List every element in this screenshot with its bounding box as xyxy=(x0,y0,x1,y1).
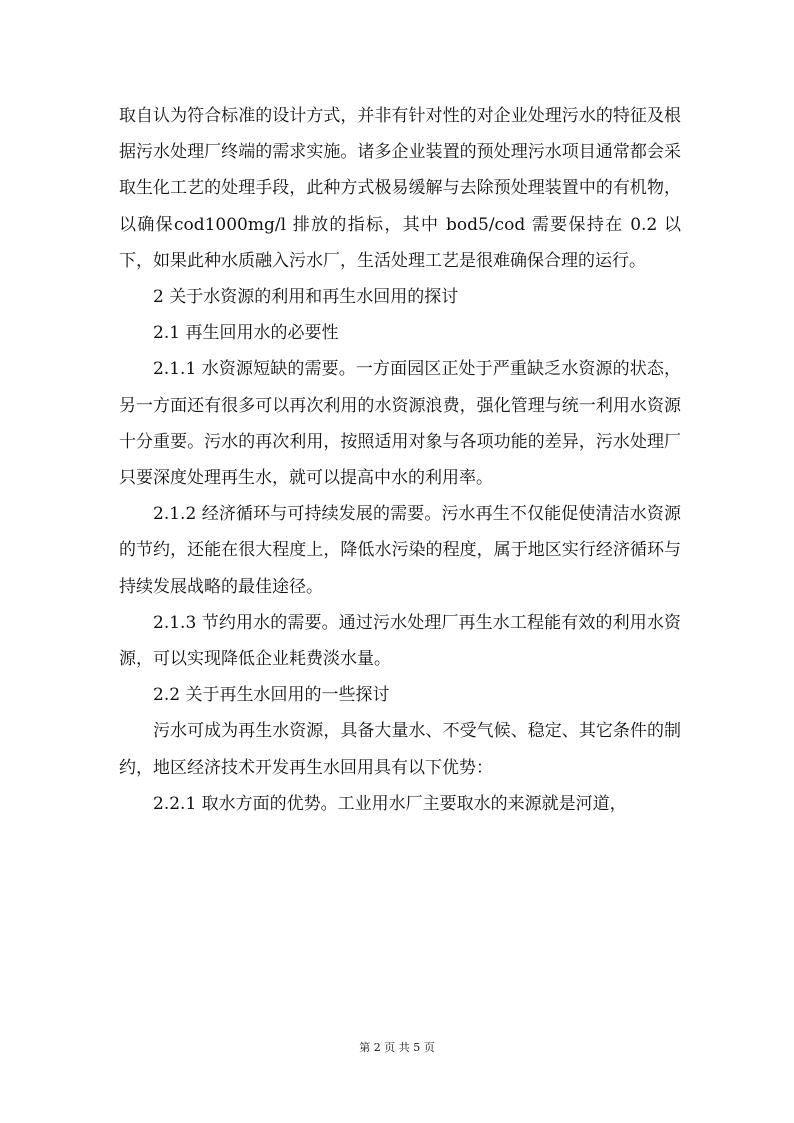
paragraph-2-1-1: 2.1.1 水资源短缺的需要。一方面园区正处于严重缺乏水资源的状态，另一方面还有很多可以再次利用的水资源浪费，强化管理与统一利用水资源十分重要。污水的再次利用，按照适用对象与各项功能的差异，污水处理厂只要深度处理再生水，就可以提高中水的利用率。 xyxy=(119,359,681,489)
section-heading-2-2: 2.2 关于再生水回用的一些探讨 xyxy=(153,685,390,706)
section-heading-2-1: 2.1 再生回用水的必要性 xyxy=(153,323,339,344)
paragraph-2-2-1: 2.2.1 取水方面的优势。工业用水厂主要取水的来源就是河道， xyxy=(153,793,627,814)
paragraph-2-1-3: 2.1.3 节约用水的需要。通过污水处理厂再生水工程能有效的利用水资源，可以实现降低企业耗费淡水量。 xyxy=(119,612,681,670)
paragraph-2-1-2: 2.1.2 经济循环与可持续发展的需要。污水再生不仅能促使清洁水资源的节约，还能在很大程度上，降低水污染的程度，属于地区实行经济循环与持续发展战略的最佳途径。 xyxy=(119,504,681,597)
section-heading-2: 2 关于水资源的利用和再生水回用的探讨 xyxy=(153,287,459,308)
document-body xyxy=(119,98,681,822)
page-number-label: 第 2 页 共 5 页 xyxy=(359,1041,435,1054)
page-footer xyxy=(0,1041,794,1055)
paragraph-1: 取自认为符合标准的设计方式，并非有针对性的对企业处理污水的特征及根据污水处理厂终端的需求实施。诸多企业装置的预处理污水项目通常都会采取生化工艺的处理手段，此种方式极易缓解与去除预处理装置中的有机物，以确保cod1000mg/l 排放的指标，其中 bod5/cod 需要保持在 0.2 以下，如果此种水质融入污水厂，生活处理工艺是很难确保合理的运行。 xyxy=(119,106,681,271)
paragraph-2-2-intro: 污水可成为再生水资源，具备大量水、不受气候、稳定、其它条件的制约，地区经济技术开发再生水回用具有以下优势： xyxy=(119,721,681,778)
